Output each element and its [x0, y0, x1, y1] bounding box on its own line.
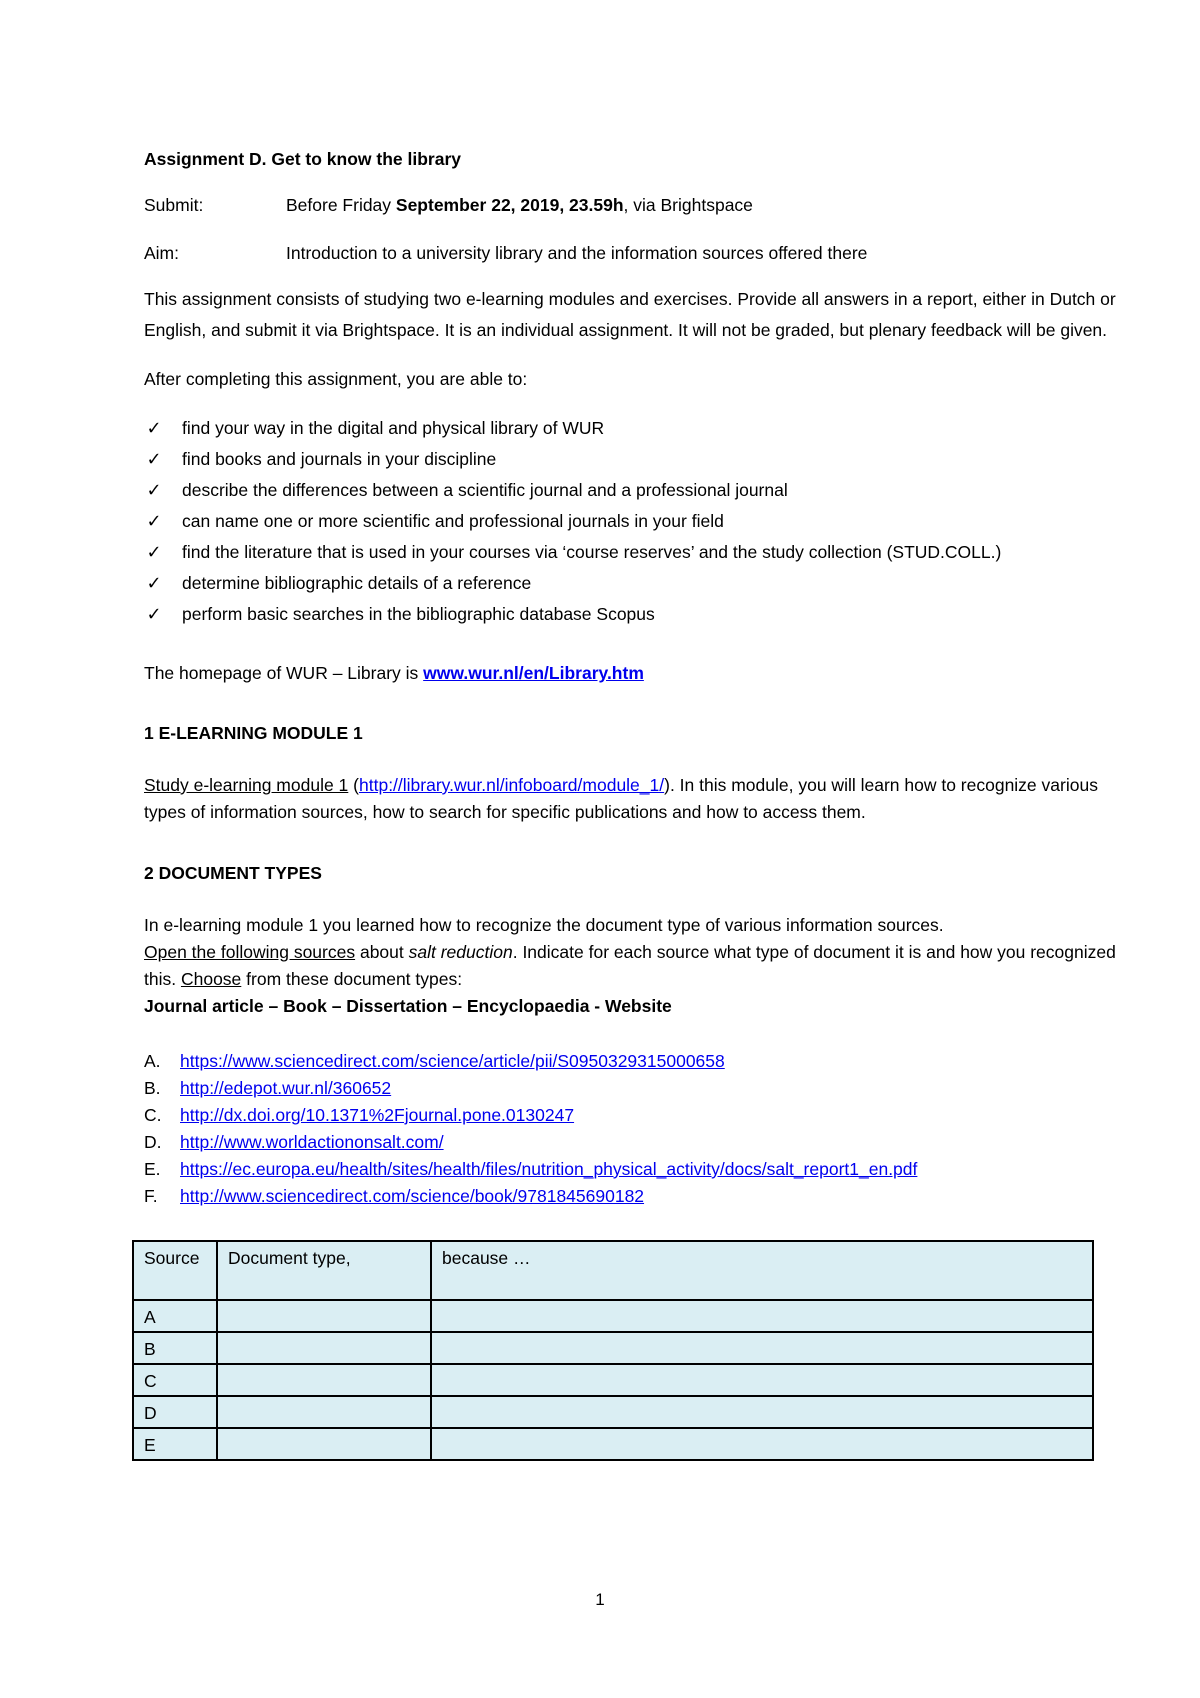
- checkmark-icon: ✓: [146, 511, 162, 531]
- source-link-b[interactable]: http://edepot.wur.nl/360652: [180, 1078, 392, 1098]
- table-cell-input[interactable]: [431, 1332, 1093, 1364]
- table-cell-input[interactable]: [431, 1300, 1093, 1332]
- list-item: F. http://www.sciencedirect.com/science/book/9781845690182: [144, 1183, 1119, 1210]
- source-link-e[interactable]: https://ec.europa.eu/health/sites/health/files/nutrition_physical_activity/docs/salt_report1_en.pdf: [180, 1159, 918, 1179]
- library-homepage-link[interactable]: www.wur.nl/en/Library.htm: [423, 663, 644, 683]
- choose-label: Choose: [180, 969, 242, 989]
- list-item: C. http://dx.doi.org/10.1371%2Fjournal.pone.0130247: [144, 1102, 1119, 1129]
- list-item: ✓ determine bibliographic details of a reference: [182, 568, 1119, 599]
- table-header-document-type: Document type,: [217, 1241, 431, 1300]
- after-paragraph: After completing this assignment, you are able to:: [144, 369, 528, 389]
- checkmark-icon: ✓: [146, 480, 162, 500]
- study-module-label: Study e-learning module 1: [144, 775, 349, 795]
- document-types: Journal article – Book – Dissertation – Encyclopaedia - Website: [144, 996, 672, 1016]
- section-1-paragraph: Study e-learning module 1 (http://library.wur.nl/infoboard/module_1/). In this module, you will learn how to recognize various types of information sources, how to search for specific publications and how to access them.: [144, 775, 1098, 822]
- table-row: B: [133, 1332, 1093, 1364]
- document-types-table: [132, 1240, 1094, 1461]
- table-cell-input[interactable]: [431, 1396, 1093, 1428]
- table-cell-input[interactable]: [217, 1332, 431, 1364]
- homepage-line: The homepage of WUR – Library is www.wur.nl/en/Library.htm: [144, 663, 644, 683]
- table-row: E: [133, 1428, 1093, 1460]
- list-item: B. http://edepot.wur.nl/360652: [144, 1075, 1119, 1102]
- aim-label: Aim:: [144, 243, 179, 263]
- table-row: C: [133, 1364, 1093, 1396]
- checkmark-icon: ✓: [146, 418, 162, 438]
- source-link-d[interactable]: http://www.worldactiononsalt.com/: [180, 1132, 444, 1152]
- submit-label: Submit:: [144, 195, 204, 215]
- table-header-source: Source: [133, 1241, 217, 1300]
- section-2-heading: 2 DOCUMENT TYPES: [144, 863, 322, 883]
- open-sources-label: Open the following sources: [144, 942, 356, 962]
- list-item: ✓ find your way in the digital and physical library of WUR: [182, 413, 1119, 444]
- sources-list: [144, 1048, 1119, 1210]
- table-cell-input[interactable]: [217, 1396, 431, 1428]
- list-item: D. http://www.worldactiononsalt.com/: [144, 1129, 1119, 1156]
- topic-text: salt reduction: [408, 942, 513, 962]
- list-item: E. https://ec.europa.eu/health/sites/health/files/nutrition_physical_activity/docs/salt_report1_en.pdf: [144, 1156, 1119, 1183]
- table-cell-input[interactable]: [217, 1364, 431, 1396]
- submit-row: [144, 192, 1119, 218]
- intro-paragraph: This assignment consists of studying two e-learning modules and exercises. Provide all answers in a report, either in Dutch or English, and submit it via Brightspace. It is an individual assignment. It will not be graded, but plenary feedback will be given.: [144, 289, 1116, 340]
- table-cell-input[interactable]: [217, 1428, 431, 1460]
- section-1-heading: 1 E-LEARNING MODULE 1: [144, 723, 363, 743]
- submit-pre: Before Friday: [286, 195, 396, 215]
- aim-text: Introduction to a university library and the information sources offered there: [286, 243, 868, 263]
- source-link-a[interactable]: https://www.sciencedirect.com/science/article/pii/S0950329315000658: [180, 1051, 725, 1071]
- list-item: ✓ describe the differences between a scientific journal and a professional journal: [182, 475, 1119, 506]
- table-header-because: because …: [431, 1241, 1093, 1300]
- table-header-row: [133, 1241, 1093, 1300]
- table-row: A: [133, 1300, 1093, 1332]
- assignment-title: Assignment D. Get to know the library: [144, 149, 461, 169]
- table-row: D: [133, 1396, 1093, 1428]
- table-cell-input[interactable]: [217, 1300, 431, 1332]
- submit-post: , via Brightspace: [623, 195, 753, 215]
- source-link-c[interactable]: http://dx.doi.org/10.1371%2Fjournal.pone.0130247: [180, 1105, 575, 1125]
- checkmark-icon: ✓: [146, 573, 162, 593]
- list-item: ✓ can name one or more scientific and professional journals in your field: [182, 506, 1119, 537]
- table-cell-input[interactable]: [431, 1364, 1093, 1396]
- page-number: 1: [595, 1590, 605, 1609]
- section-2-paragraph: In e-learning module 1 you learned how to recognize the document type of various information sources. Open the following sources about salt reduction. Indicate for each source what type of document it is and how you recognized this. Choose from these document types: Journal article – Book – Dissertation – Encyclopaedia - Website: [144, 915, 1116, 1016]
- list-item: A. https://www.sciencedirect.com/science/article/pii/S0950329315000658: [144, 1048, 1119, 1075]
- checkmark-icon: ✓: [146, 542, 162, 562]
- document-body: [144, 146, 1119, 1461]
- list-item: ✓ perform basic searches in the bibliographic database Scopus: [182, 599, 1119, 630]
- submit-deadline: September 22, 2019, 23.59h: [395, 195, 624, 215]
- list-item: ✓ find books and journals in your discipline: [182, 444, 1119, 475]
- learning-outcomes-list: [144, 413, 1119, 630]
- list-item: ✓ find the literature that is used in your courses via ‘course reserves’ and the study collection (STUD.COLL.): [182, 537, 1119, 568]
- table-cell-input[interactable]: [431, 1428, 1093, 1460]
- aim-row: [144, 240, 1119, 266]
- checkmark-icon: ✓: [146, 604, 162, 624]
- module-1-link[interactable]: http://library.wur.nl/infoboard/module_1/: [359, 775, 665, 795]
- source-link-f[interactable]: http://www.sciencedirect.com/science/book/9781845690182: [180, 1186, 645, 1206]
- submit-value: [286, 192, 753, 218]
- checkmark-icon: ✓: [146, 449, 162, 469]
